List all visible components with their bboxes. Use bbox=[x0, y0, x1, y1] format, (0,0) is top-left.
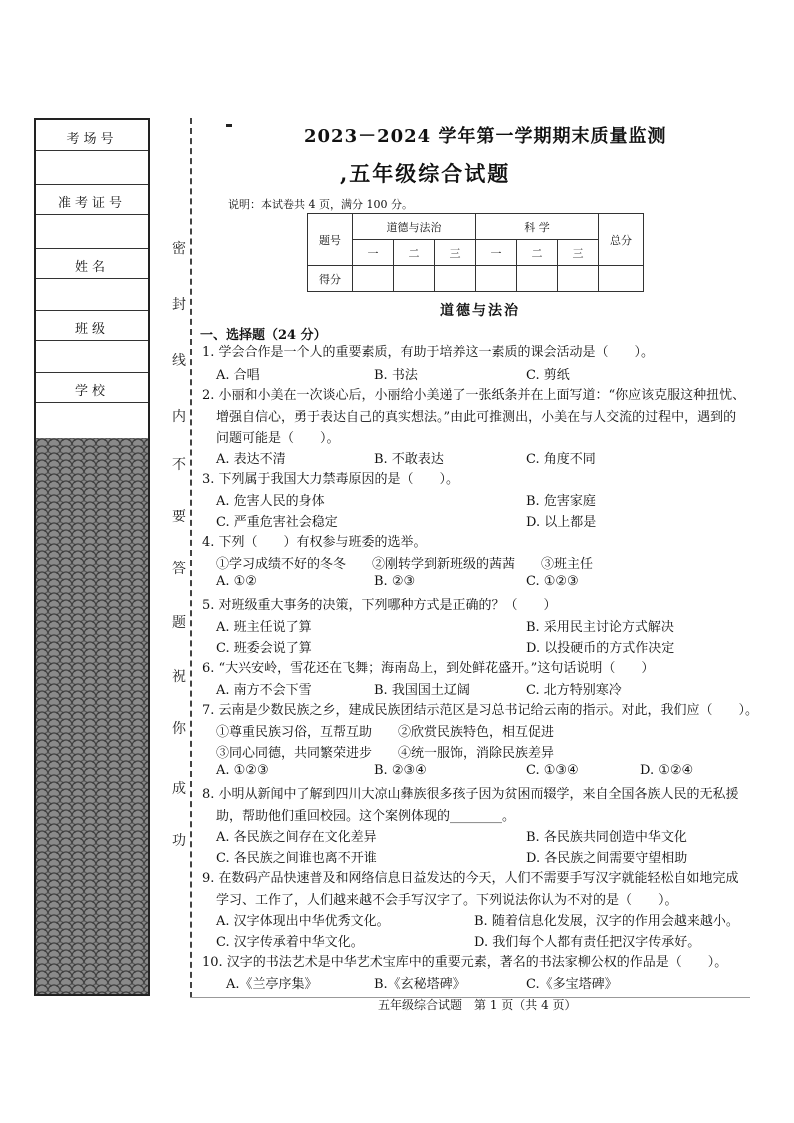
candidate-info-panel bbox=[34, 118, 150, 996]
ink-mark bbox=[226, 124, 232, 127]
page-footer: 五年级综合试题 第 1 页（共 4 页） bbox=[378, 998, 577, 1012]
option: D. 我们每个人都有责任把汉字传承好。 bbox=[474, 935, 701, 950]
question-7-items: ①尊重民族习俗，互帮互助 ②欣赏民族特色，相互促进 bbox=[216, 725, 555, 740]
seal-char: 题 bbox=[172, 615, 186, 631]
divider bbox=[36, 402, 148, 403]
subject-header-science: 科 学 bbox=[476, 214, 599, 240]
seal-dashed-line bbox=[190, 118, 192, 998]
option: A. ①② bbox=[216, 574, 257, 589]
total-header: 总分 bbox=[599, 214, 644, 266]
option: A. 表达不清 bbox=[216, 452, 286, 467]
option: B. 书法 bbox=[374, 368, 418, 383]
option: B. 采用民主讨论方式解决 bbox=[526, 620, 674, 635]
option: C. ①②③ bbox=[526, 574, 579, 589]
option: A.《兰亭序集》 bbox=[226, 977, 318, 992]
divider bbox=[36, 184, 148, 185]
question-7-items: ③同心同德，共同繁荣进步 ④统一服饰，消除民族差异 bbox=[216, 746, 555, 761]
seal-char: 线 bbox=[172, 353, 186, 369]
class-label: 班级 bbox=[74, 322, 109, 337]
question-9-line: 学习、工作了，人们越来越不会手写汉字了。下列说法你认为不对的是（ ）。 bbox=[216, 893, 678, 908]
question-1: 1. 学会合作是一个人的重要素质，有助于培养这一素质的课会活动是（ ）。 bbox=[202, 345, 655, 360]
option: A. 各民族之间存在文化差异 bbox=[216, 830, 377, 845]
subject-header-ethics: 道德与法治 bbox=[353, 214, 476, 240]
option: B. 危害家庭 bbox=[526, 494, 596, 509]
question-10: 10. 汉字的书法艺术是中华艺术宝库中的重要元素，著名的书法家柳公权的作品是（ ）。 bbox=[202, 955, 728, 970]
option: A. ①②③ bbox=[216, 763, 269, 778]
option: A. 汉字体现出中华优秀文化。 bbox=[216, 914, 390, 929]
school-label: 学校 bbox=[74, 384, 109, 399]
question-3: 3. 下列属于我国大力禁毒原因的是（ ）。 bbox=[202, 472, 460, 487]
seal-char: 要 bbox=[172, 509, 186, 525]
option: A. 班主任说了算 bbox=[216, 620, 312, 635]
question-4-items: ①学习成绩不好的冬冬 ②刚转学到新班级的茜茜 ③班主任 bbox=[216, 557, 594, 572]
option: C. 各民族之间谁也离不开谁 bbox=[216, 851, 377, 866]
score-cell[interactable] bbox=[476, 266, 517, 292]
question-2-line: 增强自信心，勇于表达自己的真实想法。”由此可推测出，小美在与人交流的过程中，遇到的 bbox=[216, 410, 737, 425]
option: D. 以上都是 bbox=[526, 515, 597, 530]
option: B. ②③④ bbox=[374, 763, 427, 778]
option: B. ②③ bbox=[374, 574, 416, 589]
option: D. ①②④ bbox=[640, 763, 694, 778]
exam-note: 说明：本试卷共 4 页，满分 100 分。 bbox=[228, 198, 413, 211]
score-cell[interactable] bbox=[599, 266, 644, 292]
question-4: 4. 下列（ ）有权参与班委的选举。 bbox=[202, 535, 427, 550]
part-title: 一、选择题（24 分） bbox=[200, 328, 327, 343]
divider bbox=[36, 340, 148, 341]
option: A. 合唱 bbox=[216, 368, 260, 383]
seal-char: 封 bbox=[172, 297, 186, 313]
seal-char: 功 bbox=[172, 833, 186, 849]
section-title: 道德与法治 bbox=[440, 303, 520, 319]
col-header: 三 bbox=[435, 240, 476, 266]
question-2-line: 问题可能是（ ）。 bbox=[216, 431, 340, 446]
col-header: 一 bbox=[476, 240, 517, 266]
option: C. 汉字传承着中华文化。 bbox=[216, 935, 364, 950]
seal-char: 祝 bbox=[172, 669, 186, 685]
seal-char: 内 bbox=[172, 409, 186, 425]
option: B. 随着信息化发展，汉字的作用会越来越小。 bbox=[474, 914, 739, 929]
divider bbox=[36, 372, 148, 373]
option: C. 严重危害社会稳定 bbox=[216, 515, 338, 530]
seal-char: 不 bbox=[172, 457, 186, 473]
option: D. 各民族之间需要守望相助 bbox=[526, 851, 688, 866]
option: B. 各民族共同创造中华文化 bbox=[526, 830, 687, 845]
option: C.《多宝塔碑》 bbox=[526, 977, 618, 992]
option: B.《玄秘塔碑》 bbox=[374, 977, 466, 992]
option: C. ①③④ bbox=[526, 763, 579, 778]
divider bbox=[36, 248, 148, 249]
name-label: 姓名 bbox=[74, 260, 109, 275]
question-8-line: 助，帮助他们重回校园。这个案例体现的________。 bbox=[216, 809, 516, 824]
option: C. 北方特别寒冷 bbox=[526, 683, 622, 698]
option: C. 剪纸 bbox=[526, 368, 570, 383]
option: D. 以投硬币的方式作决定 bbox=[526, 641, 675, 656]
col-header: 一 bbox=[353, 240, 394, 266]
seal-char: 你 bbox=[172, 721, 186, 737]
score-cell[interactable] bbox=[517, 266, 558, 292]
option: A. 南方不会下雪 bbox=[216, 683, 312, 698]
question-6: 6. “大兴安岭，雪花还在飞舞；海南岛上，到处鲜花盛开。”这句话说明（ ） bbox=[202, 661, 655, 676]
seal-char: 密 bbox=[172, 241, 186, 257]
exam-room-label: 考场号 bbox=[66, 132, 118, 147]
question-7: 7. 云南是少数民族之乡，建成民族团结示范区是习总书记给云南的指示。对此，我们应（ ）。 bbox=[202, 703, 759, 718]
divider bbox=[36, 310, 148, 311]
score-cell[interactable] bbox=[353, 266, 394, 292]
score-cell[interactable] bbox=[558, 266, 599, 292]
col-header: 二 bbox=[517, 240, 558, 266]
question-number-header: 题号 bbox=[308, 214, 353, 266]
exam-subtitle: ,五年级综合试题 bbox=[340, 161, 511, 186]
exam-title: 2023－2024 学年第一学期期末质量监测 bbox=[304, 126, 667, 147]
divider bbox=[36, 214, 148, 215]
question-2: 2. 小丽和小美在一次谈心后，小丽给小美递了一张纸条并在上面写道：“你应该克服这种扭忧、 bbox=[202, 388, 746, 403]
admission-number-label: 准考证号 bbox=[57, 196, 126, 211]
col-header: 三 bbox=[558, 240, 599, 266]
seal-char: 答 bbox=[172, 561, 186, 577]
option: C. 班委会说了算 bbox=[216, 641, 312, 656]
score-cell[interactable] bbox=[435, 266, 476, 292]
option: B. 不敢表达 bbox=[374, 452, 444, 467]
question-8: 8. 小明从新闻中了解到四川大凉山彝族很多孩子因为贫困而辍学，来自全国各族人民的无私援 bbox=[202, 787, 739, 802]
question-9: 9. 在数码产品快速普及和网络信息日益发达的今天，人们不需要手写汉字就能轻松自如地完成 bbox=[202, 871, 739, 886]
question-5: 5. 对班级重大事务的决策，下列哪种方式是正确的？（ ） bbox=[202, 598, 557, 613]
option: C. 角度不同 bbox=[526, 452, 596, 467]
seal-char: 成 bbox=[172, 781, 186, 797]
option: A. 危害人民的身体 bbox=[216, 494, 325, 509]
divider bbox=[36, 150, 148, 151]
option: B. 我国国土辽阔 bbox=[374, 683, 470, 698]
decorative-pattern bbox=[36, 438, 148, 994]
col-header: 二 bbox=[394, 240, 435, 266]
score-table bbox=[307, 213, 644, 292]
score-row-label: 得分 bbox=[308, 266, 353, 292]
divider bbox=[36, 278, 148, 279]
score-cell[interactable] bbox=[394, 266, 435, 292]
